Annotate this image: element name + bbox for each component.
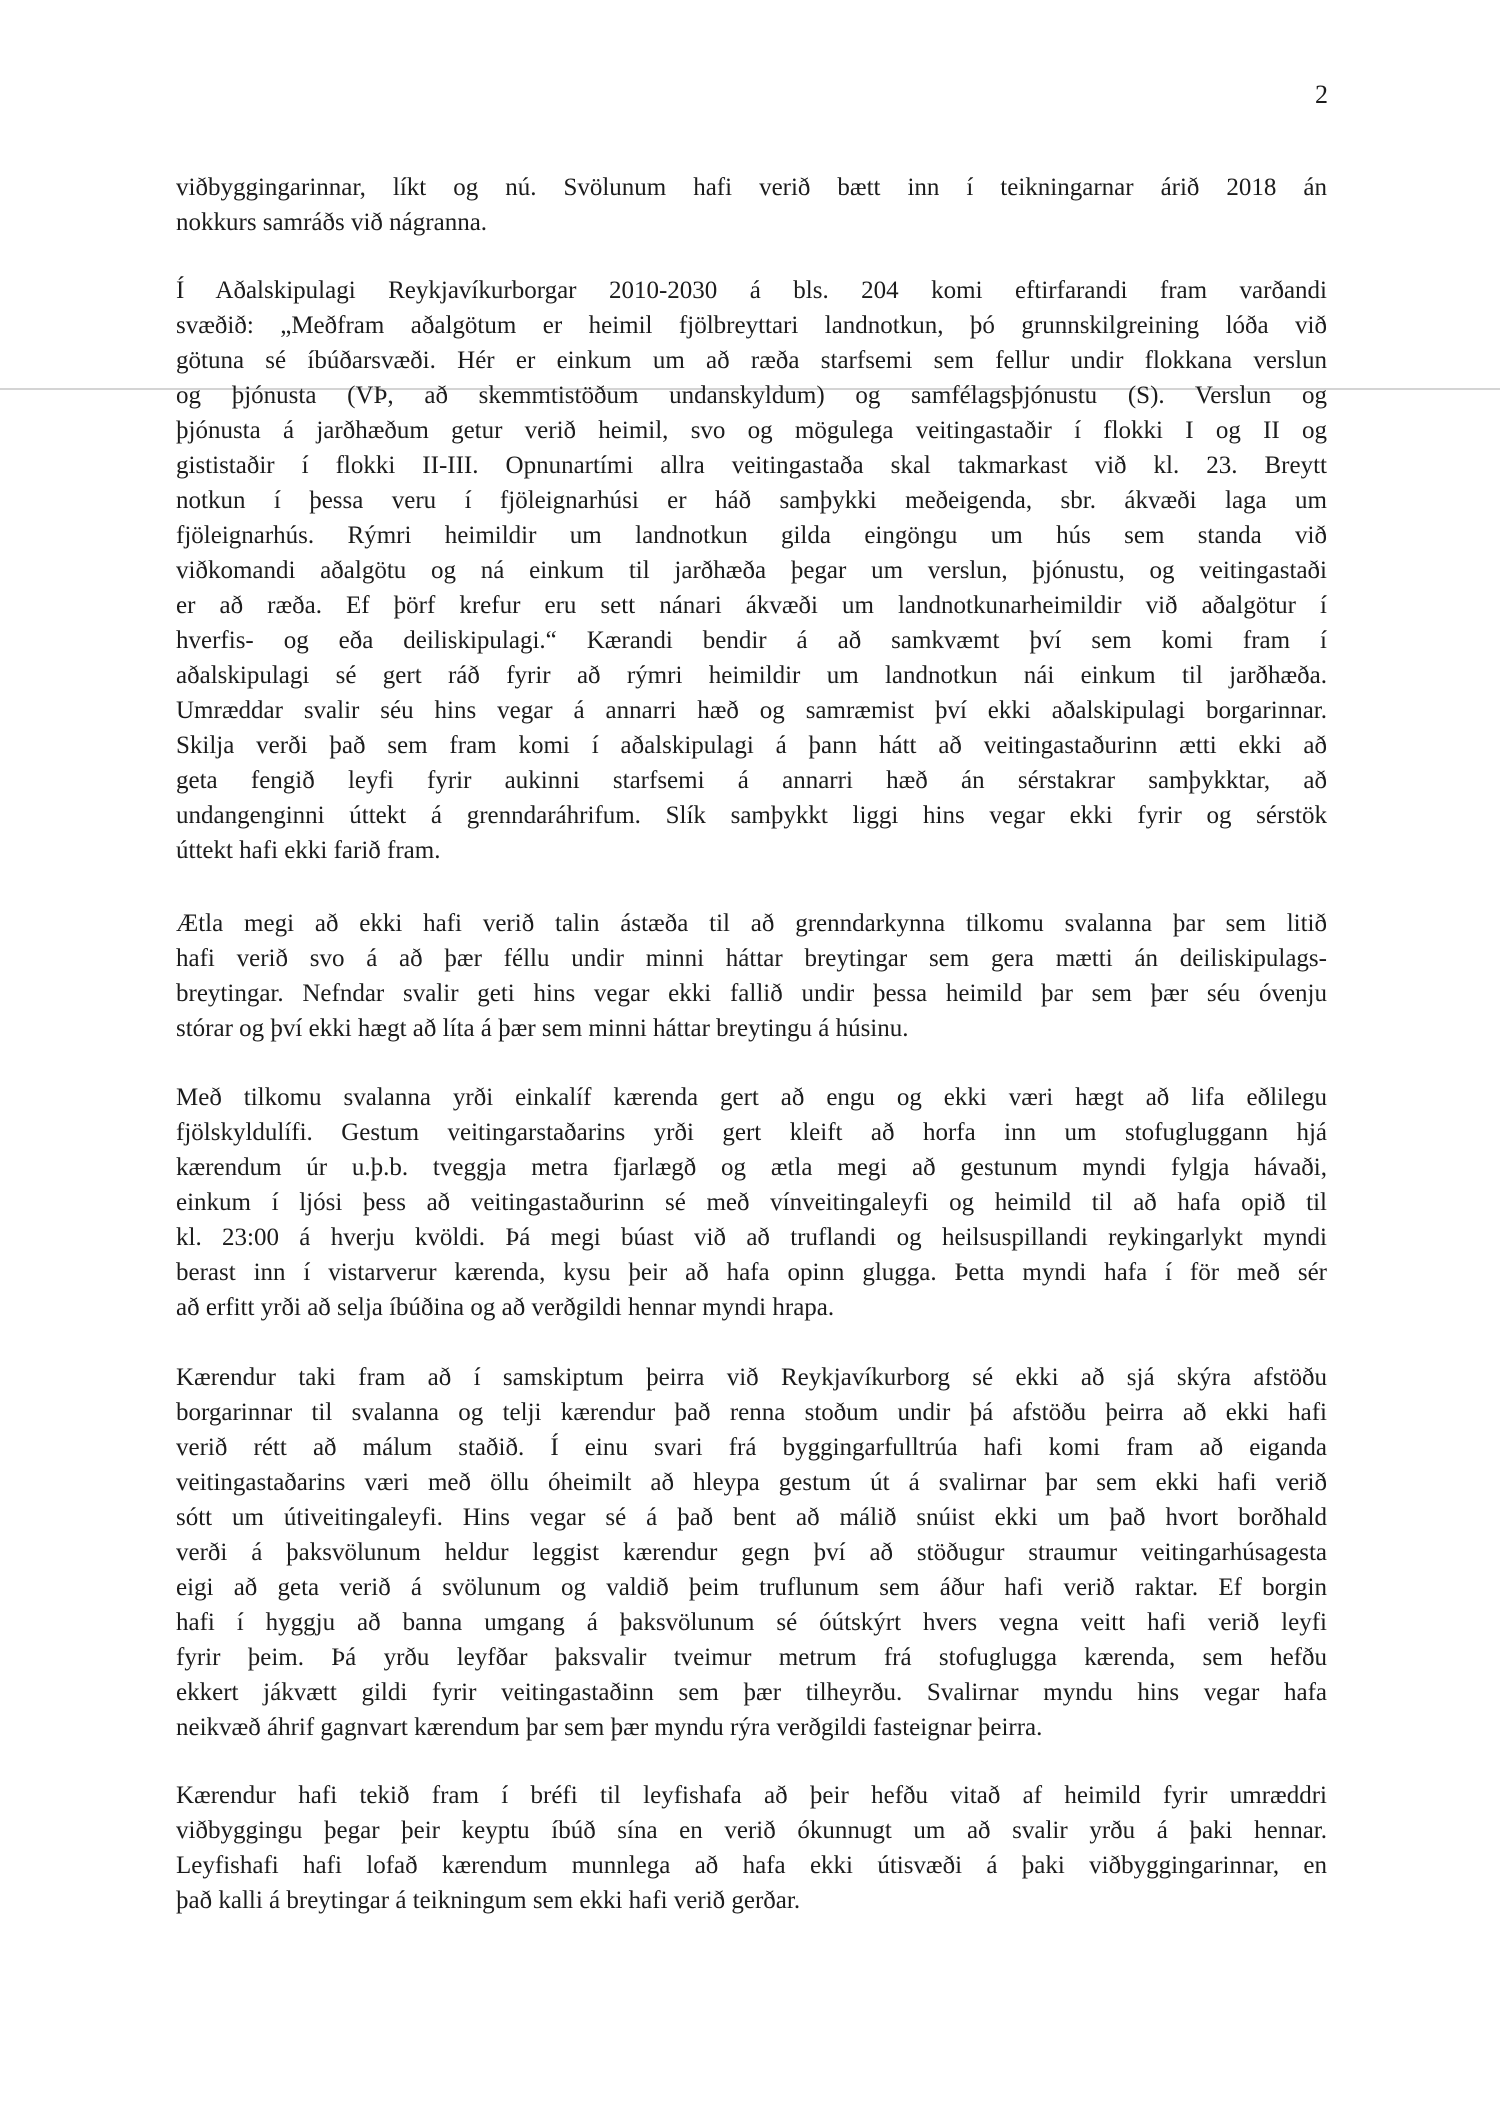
text-line: borgarinnar til svalanna og telji kærendur það renna stoðum undir þá afstöðu þeirra að ekki hafi <box>176 1399 1327 1426</box>
paragraph <box>176 170 1327 240</box>
text-line: það kalli á breytingar á teikningum sem ekki hafi verið gerðar. <box>176 1887 801 1914</box>
text-line: neikvæð áhrif gagnvart kærendum þar sem þær myndu rýra verðgildi fasteignar þeirra. <box>176 1714 1043 1741</box>
text-line: fjöleignarhús. Rýmri heimildir um landnotkun gilda eingöngu um hús sem standa við <box>176 522 1327 549</box>
text-line: aðalskipulagi sé gert ráð fyrir að rýmri heimildir um landnotkun nái einkum til jarðhæða. <box>176 662 1327 689</box>
text-line: nokkurs samráðs við nágranna. <box>176 209 488 236</box>
text-line: að erfitt yrði að selja íbúðina og að verðgildi hennar myndi hrapa. <box>176 1294 835 1321</box>
text-line: undangenginni úttekt á grenndaráhrifum. Slík samþykkt liggi hins vegar ekki fyrir og sérstök <box>176 802 1327 829</box>
text-line: Kærendur hafi tekið fram í bréfi til leyfishafa að þeir hefðu vitað af heimild fyrir umræddri <box>176 1782 1327 1809</box>
text-line: úttekt hafi ekki farið fram. <box>176 837 441 864</box>
text-line: götuna sé íbúðarsvæði. Hér er einkum um að ræða starfsemi sem fellur undir flokkana verslun <box>176 347 1327 374</box>
text-line: svæðið: „Meðfram aðalgötum er heimil fjölbreyttari landnotkun, þó grunnskilgreining lóða við <box>176 312 1327 339</box>
text-line: fjölskyldulífi. Gestum veitingarstaðarins yrði gert kleift að horfa inn um stofugluggann hjá <box>176 1119 1327 1146</box>
text-line: Umræddar svalir séu hins vegar á annarri hæð og samræmist því ekki aðalskipulagi borgarinnar. <box>176 697 1327 724</box>
text-line: veitingastaðarins væri með öllu óheimilt að hleypa gestum út á svalirnar þar sem ekki hafi verið <box>176 1469 1327 1496</box>
text-line: Kærendur taki fram að í samskiptum þeirra við Reykjavíkurborg sé ekki að sjá skýra afstöðu <box>176 1364 1327 1391</box>
text-line: viðbyggingarinnar, líkt og nú. Svölunum hafi verið bætt inn í teikningarnar árið 2018 án <box>176 174 1327 201</box>
text-line: Með tilkomu svalanna yrði einkalíf kærenda gert að engu og ekki væri hægt að lifa eðlilegu <box>176 1084 1327 1111</box>
text-line: Ætla megi að ekki hafi verið talin ástæða til að grenndarkynna tilkomu svalanna þar sem litið <box>176 910 1327 937</box>
text-line: þjónusta á jarðhæðum getur verið heimil, svo og mögulega veitingastaðir í flokki I og II og <box>176 417 1327 444</box>
text-line: og þjónusta (VÞ, að skemmtistöðum undanskyldum) og samfélagsþjónustu (S). Verslun og <box>176 382 1327 409</box>
text-line: kl. 23:00 á hverju kvöldi. Þá megi búast við að truflandi og heilsuspillandi reykingarlykt myndi <box>176 1224 1327 1251</box>
text-line: einkum í ljósi þess að veitingastaðurinn sé með vínveitingaleyfi og heimild til að hafa opið til <box>176 1189 1327 1216</box>
text-line: viðbyggingu þegar þeir keyptu íbúð sína en verið ókunnugt um að svalir yrðu á þaki hennar. <box>176 1817 1327 1844</box>
text-line: gististaðir í flokki II-III. Opnunartími allra veitingastaða skal takmarkast við kl. 23. Breytt <box>176 452 1327 479</box>
text-line: hafi verið svo á að þær féllu undir minni háttar breytingar sem gera mætti án deiliskipulags- <box>176 945 1327 972</box>
text-line: ekkert jákvætt gildi fyrir veitingastaðinn sem þær tilheyrðu. Svalirnar myndu hins vegar hafa <box>176 1679 1327 1706</box>
text-line: notkun í þessa veru í fjöleignarhúsi er háð samþykki meðeigenda, sbr. ákvæði laga um <box>176 487 1327 514</box>
text-line: eigi að geta verið á svölunum og valdið þeim truflunum sem áður hafi verið raktar. Ef borgin <box>176 1574 1327 1601</box>
text-line: geta fengið leyfi fyrir aukinni starfsemi á annarri hæð án sérstakrar samþykktar, að <box>176 767 1327 794</box>
text-line: hverfis- og eða deiliskipulagi.“ Kærandi bendir á að samkvæmt því sem komi fram í <box>176 627 1327 654</box>
text-line: fyrir þeim. Þá yrðu leyfðar þaksvalir tveimur metrum frá stofuglugga kærenda, sem hefðu <box>176 1644 1327 1671</box>
text-line: Skilja verði það sem fram komi í aðalskipulagi á þann hátt að veitingastaðurinn ætti ekki að <box>176 732 1327 759</box>
paragraph <box>176 1360 1327 1745</box>
text-line: Í Aðalskipulagi Reykjavíkurborgar 2010-2030 á bls. 204 komi eftirfarandi fram varðandi <box>176 277 1327 304</box>
paragraph <box>176 273 1327 868</box>
paragraph <box>176 1080 1327 1325</box>
text-line: er að ræða. Ef þörf krefur eru sett nánari ákvæði um landnotkunarheimildir við aðalgötur í <box>176 592 1327 619</box>
paragraph <box>176 1778 1327 1918</box>
text-line: berast inn í vistarverur kærenda, kysu þeir að hafa opinn glugga. Þetta myndi hafa í för með sér <box>176 1259 1327 1286</box>
paragraph <box>176 906 1327 1046</box>
text-line: verði á þaksvölunum heldur leggist kærendur gegn því að stöðugur straumur veitingarhúsagesta <box>176 1539 1327 1566</box>
text-line: kærendum úr u.þ.b. tveggja metra fjarlægð og ætla megi að gestunum myndi fylgja hávaði, <box>176 1154 1327 1181</box>
text-line: stórar og því ekki hægt að líta á þær sem minni háttar breytingu á húsinu. <box>176 1015 909 1042</box>
page-number: 2 <box>1315 80 1328 109</box>
text-line: Leyfishafi hafi lofað kærendum munnlega að hafa ekki útisvæði á þaki viðbyggingarinnar, en <box>176 1852 1327 1879</box>
text-line: hafi í hyggju að banna umgang á þaksvölunum sé óútskýrt hvers vegna veitt hafi verið leyfi <box>176 1609 1327 1636</box>
text-line: verið rétt að málum staðið. Í einu svari frá byggingarfulltrúa hafi komi fram að eiganda <box>176 1434 1327 1461</box>
text-line: sótt um útiveitingaleyfi. Hins vegar sé á það bent að málið snúist ekki um það hvort borðhald <box>176 1504 1327 1531</box>
text-line: viðkomandi aðalgötu og ná einkum til jarðhæða þegar um verslun, þjónustu, og veitingastaði <box>176 557 1327 584</box>
text-line: breytingar. Nefndar svalir geti hins vegar ekki fallið undir þessa heimild þar sem þær séu óvenju <box>176 980 1327 1007</box>
